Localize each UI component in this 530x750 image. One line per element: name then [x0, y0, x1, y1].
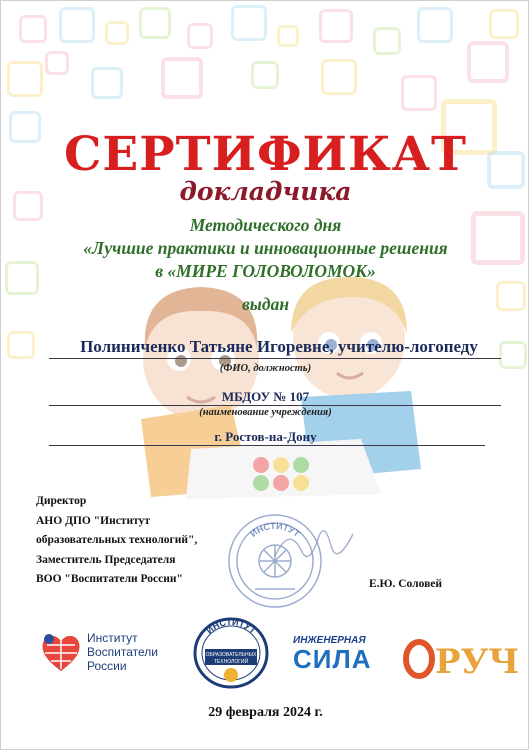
- logo-institute-educational-technologies: [193, 617, 269, 689]
- recipient-name: Полиниченко Татьяне Игоревне, учителю-логопеду: [80, 337, 478, 356]
- issued-label: выдан: [241, 294, 290, 314]
- event-line-3: в «МИРЕ ГОЛОВОЛОМОК»: [155, 261, 376, 281]
- heart-globe-icon: [39, 631, 83, 675]
- certificate-subtitle: докладчика: [179, 177, 352, 206]
- signer-title-3: образовательных технологий",: [36, 534, 198, 546]
- logo-oruch: [403, 631, 520, 682]
- oruch-mark: [403, 631, 520, 682]
- institute-logo-mid1: ОБРАЗОВАТЕЛЬНЫХ: [205, 652, 257, 658]
- signer-title-1: Директор: [36, 495, 87, 507]
- city-underline: [49, 445, 485, 446]
- stamp-text: ИНСТИТУТ: [248, 520, 302, 540]
- institute-logo-mid2: ТЕХНОЛОГИЙ: [213, 659, 249, 665]
- sila-big-text: СИЛА: [293, 644, 372, 674]
- city-name: г. Ростов-на-Дону: [214, 429, 317, 444]
- signer-title-2: АНО ДПО "Институт: [36, 514, 150, 527]
- recipient-underline: [49, 358, 501, 359]
- sila-top-text: ИНЖЕНЕРНАЯ: [293, 635, 366, 646]
- signer-title-4: Заместитель Председателя: [36, 553, 176, 566]
- handwritten-signature: [269, 516, 359, 576]
- institution-name: МБДОУ № 107: [221, 389, 310, 404]
- event-line-1: Методического дня: [189, 215, 342, 235]
- certificate-title: СЕРТИФИКАТ: [64, 127, 467, 182]
- event-line-2: «Лучшие практики и инновационные решения: [83, 238, 448, 258]
- ivr-line-3: России: [87, 659, 127, 673]
- recipient-caption: (ФИО, должность): [219, 363, 312, 374]
- signer-title-5: ВОО "Воспитатели России": [36, 573, 183, 585]
- issue-date: 29 февраля 2024 г.: [208, 705, 323, 720]
- institution-caption: (наименование учреждения): [199, 407, 332, 418]
- ivr-line-1: Институт: [87, 631, 138, 645]
- ivr-line-2: Воспитатели: [87, 645, 158, 659]
- logo-institut-vospitateli-rossii: [39, 629, 179, 679]
- signer-name: Е.Ю. Соловей: [369, 578, 443, 590]
- oruch-text: РУЧ: [435, 642, 520, 682]
- logo-inzhenernaya-sila: [293, 635, 379, 679]
- institute-logo-top: ИНСТИТУТ: [204, 617, 258, 636]
